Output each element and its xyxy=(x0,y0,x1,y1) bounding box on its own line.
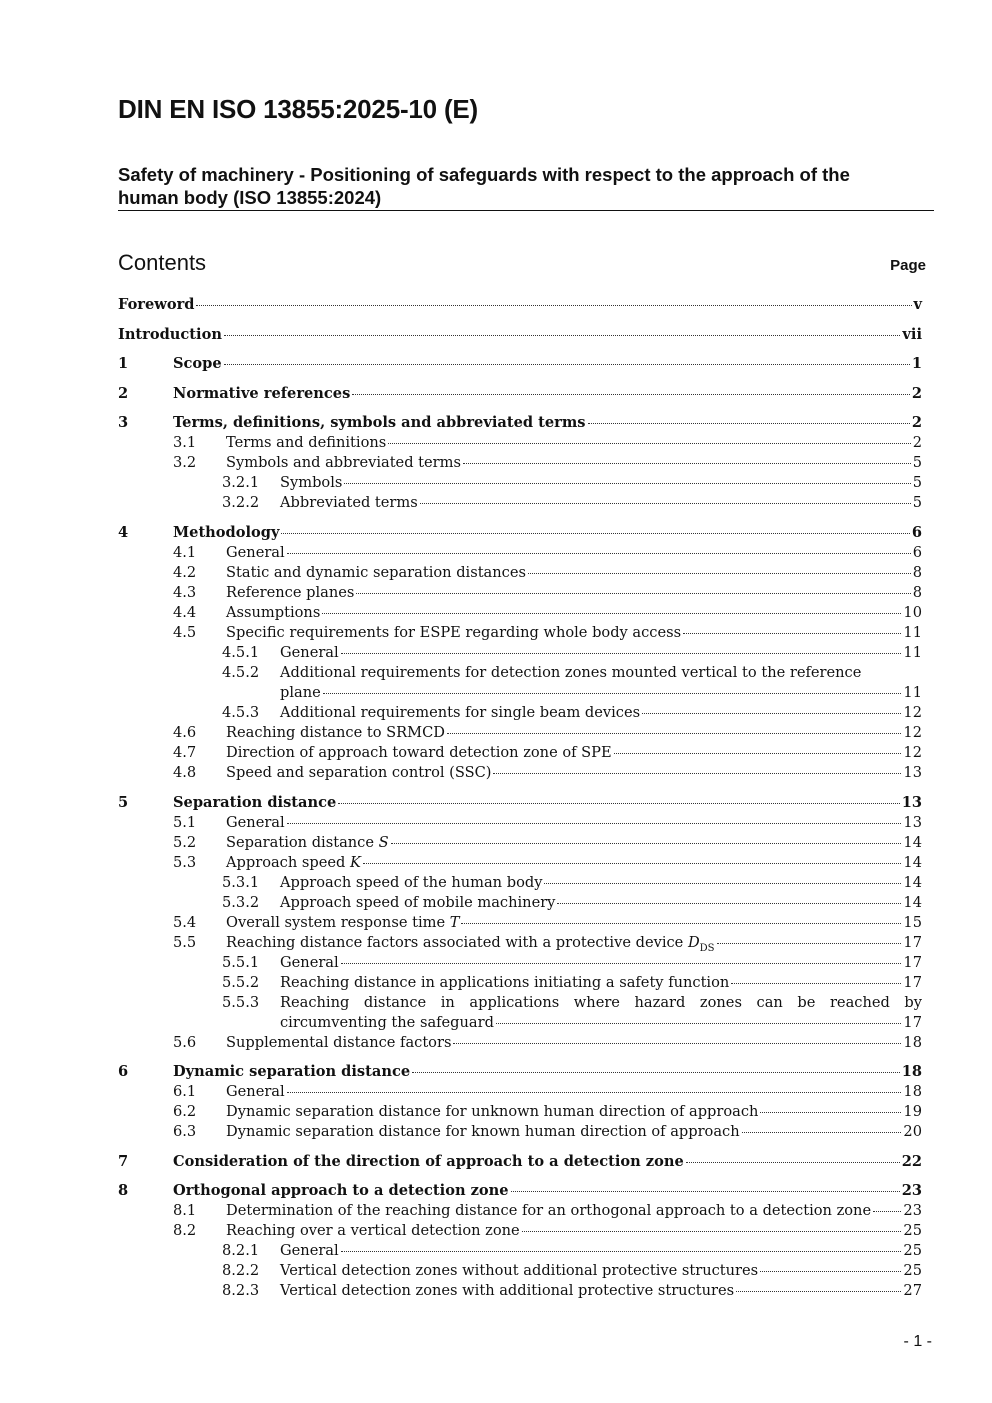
toc-entry-4-5[interactable] xyxy=(118,623,922,643)
toc-number: 5.3.1 xyxy=(222,873,260,891)
contents-heading: Contents xyxy=(118,250,207,275)
toc-title: General xyxy=(226,1083,285,1101)
toc-number: 8 xyxy=(118,1182,129,1200)
dot-leader xyxy=(873,1211,901,1212)
dot-leader xyxy=(352,394,910,395)
toc-page: 11 xyxy=(903,623,922,641)
toc-entry-5-3-1[interactable] xyxy=(118,873,922,893)
toc-number: 8.2.1 xyxy=(222,1242,260,1260)
toc-page: 6 xyxy=(911,523,922,541)
toc-title: Static and dynamic separation distances xyxy=(226,563,526,581)
toc-title-line-1: Additional requirements for detection zones mounted vertical to the reference xyxy=(280,663,862,681)
toc-page: v xyxy=(913,296,922,313)
toc-number: 4.5.3 xyxy=(222,703,260,721)
toc-title: Abbreviated terms xyxy=(280,494,418,512)
toc-title-text: Separation distance xyxy=(226,833,374,851)
toc-number: 4.3 xyxy=(173,583,197,601)
toc-entry-4-5-2[interactable] xyxy=(118,663,922,703)
dot-leader xyxy=(388,443,910,444)
toc-number: 3 xyxy=(118,414,129,432)
toc-number: 8.2.3 xyxy=(222,1282,260,1300)
toc-number: 6.1 xyxy=(173,1083,197,1101)
toc-page: 18 xyxy=(901,1063,922,1081)
toc-entry-3[interactable] xyxy=(118,413,922,433)
toc-title: General xyxy=(226,813,285,831)
toc-title-text: Approach speed xyxy=(226,853,346,871)
toc-entry-6[interactable] xyxy=(118,1062,922,1082)
toc-number: 5.3.2 xyxy=(222,893,260,911)
toc-number: 3.2.1 xyxy=(222,474,260,492)
toc-entry-4[interactable] xyxy=(118,523,922,543)
toc-entry-8-2-2[interactable] xyxy=(118,1261,922,1281)
toc-page: 14 xyxy=(903,833,922,851)
toc-entry-3-2-2[interactable] xyxy=(118,493,922,513)
toc-page: 19 xyxy=(903,1103,922,1121)
toc-title: Symbols xyxy=(280,474,343,492)
toc-title: Orthogonal approach to a detection zone xyxy=(173,1182,509,1200)
dot-leader xyxy=(287,823,902,824)
toc-page: 2 xyxy=(912,434,922,452)
toc-page: 23 xyxy=(903,1202,922,1220)
dot-leader xyxy=(323,693,902,694)
toc-title: Symbols and abbreviated terms xyxy=(226,454,461,472)
toc-entry-8-2[interactable] xyxy=(118,1221,922,1241)
dot-leader xyxy=(224,335,900,336)
dot-leader xyxy=(760,1112,901,1113)
toc-page: 2 xyxy=(911,414,922,432)
document-identifier: DIN EN ISO 13855:2025-10 (E) xyxy=(118,94,479,124)
dot-leader xyxy=(588,423,910,424)
page-number: - 1 - xyxy=(903,1333,932,1350)
toc-number: 4.6 xyxy=(173,723,197,741)
toc-number: 1 xyxy=(118,355,129,373)
toc-number: 4.5 xyxy=(173,623,197,641)
dot-leader xyxy=(760,1271,901,1272)
toc-entry-4-5-3[interactable] xyxy=(118,703,922,723)
toc-number: 4.1 xyxy=(173,543,197,561)
dot-leader xyxy=(463,463,911,464)
toc-entry-3-1[interactable] xyxy=(118,433,922,453)
toc-title: Speed and separation control (SSC) xyxy=(226,763,492,781)
toc-entry-foreword[interactable] xyxy=(118,295,922,315)
toc-entry-5-2[interactable] xyxy=(118,833,922,853)
dot-leader xyxy=(642,713,901,714)
toc-title: Dynamic separation distance for known human direction of approach xyxy=(226,1123,740,1141)
toc-number: 4.8 xyxy=(173,763,197,781)
toc-page: 13 xyxy=(903,813,922,831)
toc-page: 14 xyxy=(903,853,922,871)
dot-leader xyxy=(544,883,901,884)
toc-entry-2[interactable] xyxy=(118,384,922,404)
toc-title: Approach speed of mobile machinery xyxy=(280,893,556,911)
toc-page: 20 xyxy=(903,1123,922,1141)
toc-page: 5 xyxy=(912,494,922,512)
toc-title: Determination of the reaching distance for an orthogonal approach to a detection zone xyxy=(226,1202,872,1220)
toc-title: General xyxy=(280,1242,339,1260)
toc-entry-4-4[interactable] xyxy=(118,603,922,623)
toc-title-text: Reaching distance factors associated with a protective device xyxy=(226,933,684,951)
dot-leader xyxy=(341,963,902,964)
subtitle-line-1: Safety of machinery - Positioning of safeguards with respect to the approach of the xyxy=(118,164,850,185)
toc-symbol-subscript: DS xyxy=(699,942,715,954)
subtitle-line-2: human body (ISO 13855:2024) xyxy=(118,187,382,208)
toc-number: 3.1 xyxy=(173,434,197,452)
toc-number: 5.3 xyxy=(173,853,197,871)
toc-title: Reaching distance in applications initiating a safety function xyxy=(280,973,730,991)
toc-entry-6-2[interactable] xyxy=(118,1102,922,1122)
toc-title-line-2: plane xyxy=(280,683,321,701)
toc-page: 13 xyxy=(903,763,922,781)
toc-entry-3-2-1[interactable] xyxy=(118,473,922,493)
toc-number: 5.1 xyxy=(173,813,197,831)
toc-title: Scope xyxy=(173,355,222,373)
toc-entry-4-3[interactable] xyxy=(118,583,922,603)
toc-page: 17 xyxy=(903,1013,922,1031)
toc-entry-introduction[interactable] xyxy=(118,325,922,345)
toc-entry-5[interactable] xyxy=(118,793,922,813)
toc-number: 8.1 xyxy=(173,1202,197,1220)
toc-page: 8 xyxy=(912,583,922,601)
toc-title xyxy=(226,853,361,873)
toc-entry-8-2-1[interactable] xyxy=(118,1241,922,1261)
dot-leader xyxy=(447,733,901,734)
toc-number: 4.2 xyxy=(173,563,197,581)
toc-symbol: S xyxy=(378,833,389,851)
toc-title: General xyxy=(280,953,339,971)
toc-page: 12 xyxy=(903,743,922,761)
toc-title: Reference planes xyxy=(226,583,355,601)
dot-leader xyxy=(731,983,901,984)
toc-number: 4.4 xyxy=(173,603,197,621)
page-column-label: Page xyxy=(890,257,926,274)
toc-page: 6 xyxy=(912,543,922,561)
toc-number: 5.6 xyxy=(173,1033,197,1051)
toc-entry-4-1[interactable] xyxy=(118,543,922,563)
toc-page: 17 xyxy=(903,933,922,951)
toc-entry-6-3[interactable] xyxy=(118,1122,922,1142)
toc-entry-5-1[interactable] xyxy=(118,813,922,833)
toc-symbol: T xyxy=(449,913,460,931)
toc-page: 10 xyxy=(903,603,922,621)
dot-leader xyxy=(196,305,911,306)
toc-page: 13 xyxy=(901,793,922,811)
toc-title: Vertical detection zones with additional protective structures xyxy=(280,1282,735,1300)
toc-number: 6 xyxy=(118,1063,129,1081)
dot-leader xyxy=(224,364,910,365)
toc-entry-5-5[interactable] xyxy=(118,933,922,953)
toc-title-text: Overall system response time xyxy=(226,913,446,931)
toc-entry-3-2[interactable] xyxy=(118,453,922,473)
toc-title: Reaching distance to SRMCD xyxy=(226,723,445,741)
toc-entry-5-3-2[interactable] xyxy=(118,893,922,913)
dot-leader xyxy=(341,1251,902,1252)
toc-title-line-1: Reaching distance in applications where hazard zones can be reached by xyxy=(280,993,922,1011)
toc-number: 6.3 xyxy=(173,1123,197,1141)
toc-entry-5-3[interactable] xyxy=(118,853,922,873)
toc-page: 17 xyxy=(903,973,922,991)
toc-page: 27 xyxy=(903,1282,922,1300)
document-subtitle xyxy=(118,163,928,209)
toc-page: 17 xyxy=(903,953,922,971)
toc-entry-4-7[interactable] xyxy=(118,743,922,763)
toc-page: 25 xyxy=(903,1262,922,1280)
toc-page: vii xyxy=(902,325,922,343)
toc-page: 15 xyxy=(903,913,922,931)
toc-number: 5.5.3 xyxy=(222,993,260,1011)
toc-page: 25 xyxy=(903,1242,922,1260)
table-of-contents xyxy=(118,295,922,1301)
toc-title-line-2: circumventing the safeguard xyxy=(280,1013,494,1031)
dot-leader xyxy=(614,753,902,754)
toc-number: 5.5.1 xyxy=(222,953,260,971)
toc-title: General xyxy=(280,643,339,661)
toc-page: 12 xyxy=(903,703,922,721)
toc-entry-4-6[interactable] xyxy=(118,723,922,743)
toc-title: Consideration of the direction of approach to a detection zone xyxy=(173,1152,684,1170)
toc-title: Reaching over a vertical detection zone xyxy=(226,1222,520,1240)
toc-entry-4-8[interactable] xyxy=(118,763,922,783)
dot-leader xyxy=(557,903,901,904)
dot-leader xyxy=(493,773,901,774)
toc-title: Terms, definitions, symbols and abbreviated terms xyxy=(173,414,586,432)
dot-leader xyxy=(322,613,901,614)
toc-page: 23 xyxy=(901,1182,922,1200)
dot-leader xyxy=(287,553,911,554)
toc-page: 5 xyxy=(912,474,922,492)
toc-number: 5.5 xyxy=(173,933,197,951)
toc-entry-5-4[interactable] xyxy=(118,913,922,933)
toc-title: General xyxy=(226,543,285,561)
toc-title: Foreword xyxy=(118,296,195,313)
toc-entry-1[interactable] xyxy=(118,354,922,374)
toc-title: Separation distance xyxy=(173,793,337,811)
dot-leader xyxy=(356,593,910,594)
dot-leader xyxy=(287,1092,902,1093)
toc-symbol: D xyxy=(687,933,700,951)
toc-number: 2 xyxy=(118,384,129,402)
toc-number: 5.5.2 xyxy=(222,973,260,991)
title-divider xyxy=(118,210,934,211)
toc-symbol: K xyxy=(350,853,361,871)
toc-title xyxy=(226,913,459,933)
toc-page: 14 xyxy=(903,873,922,891)
toc-title: Assumptions xyxy=(226,603,321,621)
toc-page: 5 xyxy=(912,454,922,472)
toc-entry-5-5-2[interactable] xyxy=(118,973,922,993)
toc-page: 18 xyxy=(903,1083,922,1101)
dot-leader xyxy=(363,863,902,864)
toc-number: 3.2.2 xyxy=(222,494,260,512)
dot-leader xyxy=(528,573,911,574)
toc-number: 5.2 xyxy=(173,833,197,851)
dot-leader xyxy=(391,843,902,844)
toc-number: 8.2.2 xyxy=(222,1262,260,1280)
dot-leader xyxy=(511,1191,900,1192)
dot-leader xyxy=(344,483,910,484)
dot-leader xyxy=(522,1231,902,1232)
toc-entry-6-1[interactable] xyxy=(118,1082,922,1102)
toc-title: Vertical detection zones without additional protective structures xyxy=(280,1262,759,1280)
toc-number: 5.4 xyxy=(173,913,197,931)
dot-leader xyxy=(683,633,901,634)
dot-leader xyxy=(742,1132,902,1133)
toc-number: 4.5.1 xyxy=(222,643,260,661)
toc-entry-7[interactable] xyxy=(118,1152,922,1172)
toc-number: 7 xyxy=(118,1152,129,1170)
toc-title: Introduction xyxy=(118,325,222,343)
dot-leader xyxy=(453,1043,901,1044)
toc-number: 8.2 xyxy=(173,1222,197,1240)
toc-page: 11 xyxy=(903,683,922,701)
toc-title: Specific requirements for ESPE regarding whole body access xyxy=(226,623,682,641)
dot-leader xyxy=(281,533,909,534)
toc-title: Terms and definitions xyxy=(226,434,387,452)
dot-leader xyxy=(420,503,911,504)
toc-page: 25 xyxy=(903,1222,922,1240)
toc-title: Normative references xyxy=(173,384,351,402)
toc-page: 14 xyxy=(903,893,922,911)
toc-page: 1 xyxy=(911,355,922,373)
toc-number: 6.2 xyxy=(173,1103,197,1121)
toc-title: Methodology xyxy=(173,523,280,541)
dot-leader xyxy=(686,1162,900,1163)
dot-leader xyxy=(496,1023,901,1024)
toc-number: 4.7 xyxy=(173,743,197,761)
dot-leader xyxy=(341,653,902,654)
toc-page: 2 xyxy=(911,384,922,402)
dot-leader xyxy=(736,1291,901,1292)
toc-title: Dynamic separation distance xyxy=(173,1063,411,1081)
toc-title: Approach speed of the human body xyxy=(280,873,543,891)
toc-page: 8 xyxy=(912,563,922,581)
toc-title: Additional requirements for single beam devices xyxy=(280,703,641,721)
toc-entry-5-6[interactable] xyxy=(118,1033,922,1053)
toc-number: 4 xyxy=(118,523,129,541)
toc-page: 12 xyxy=(903,723,922,741)
toc-entry-4-2[interactable] xyxy=(118,563,922,583)
toc-page: 18 xyxy=(903,1033,922,1051)
toc-entry-8-1[interactable] xyxy=(118,1201,922,1221)
toc-title: Supplemental distance factors xyxy=(226,1033,452,1051)
toc-page: 22 xyxy=(901,1152,922,1170)
toc-entry-4-5-1[interactable] xyxy=(118,643,922,663)
toc-number: 4.5.2 xyxy=(222,663,260,681)
dot-leader xyxy=(338,803,899,804)
toc-number: 5 xyxy=(118,793,129,811)
toc-title: Dynamic separation distance for unknown human direction of approach xyxy=(226,1103,759,1121)
toc-number: 3.2 xyxy=(173,454,197,472)
dot-leader xyxy=(461,923,901,924)
toc-page: 11 xyxy=(903,643,922,661)
toc-entry-8[interactable] xyxy=(118,1181,922,1201)
toc-title xyxy=(226,833,389,853)
toc-entry-8-2-3[interactable] xyxy=(118,1281,922,1301)
dot-leader xyxy=(717,943,902,944)
toc-entry-5-5-3[interactable] xyxy=(118,993,922,1033)
toc-title: Direction of approach toward detection zone of SPE xyxy=(226,743,612,761)
dot-leader xyxy=(412,1072,900,1073)
